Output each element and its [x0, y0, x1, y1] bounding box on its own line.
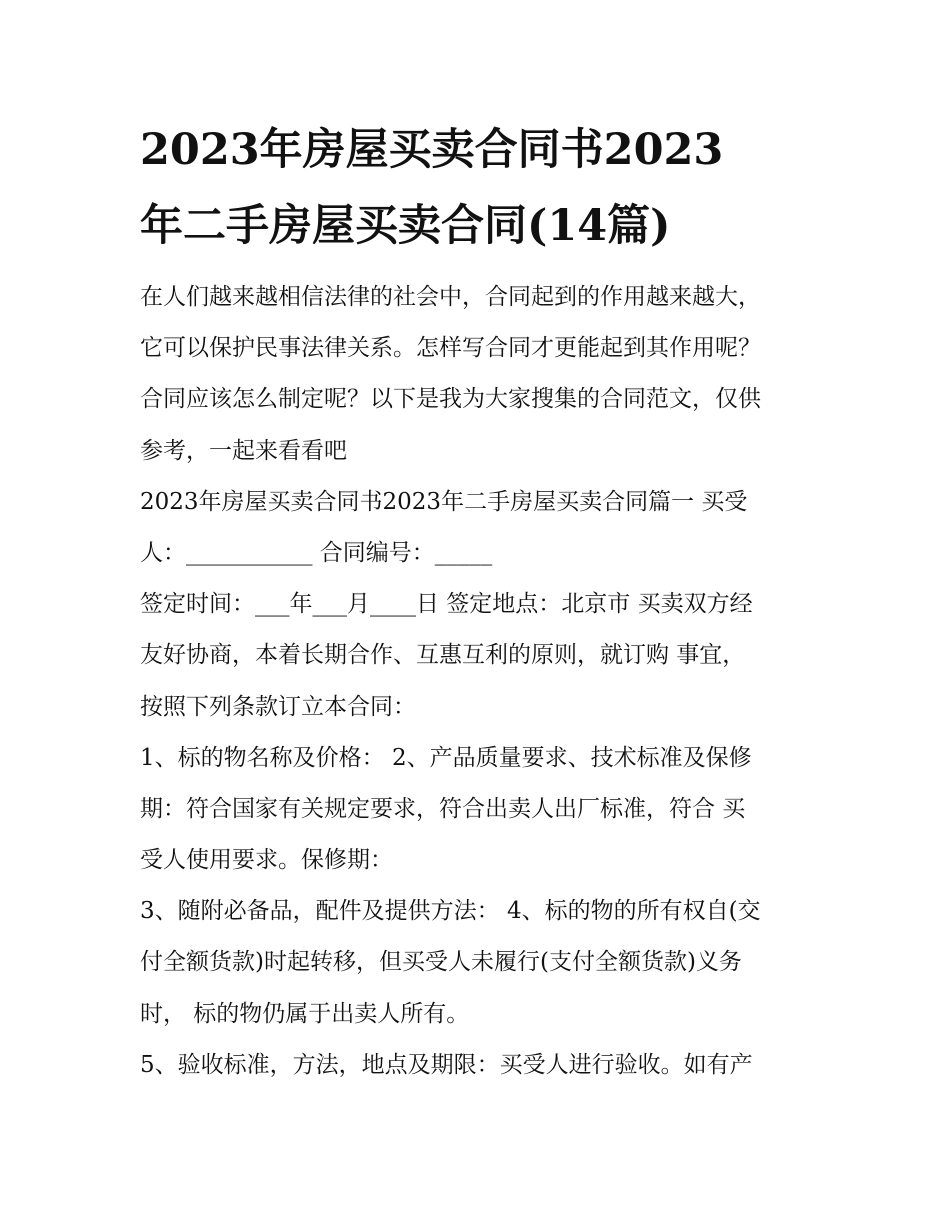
body-line: 期：符合国家有关规定要求，符合出卖人出厂标准，符合 买 [140, 795, 746, 822]
title-line: 年二手房屋买卖合同(14篇) [140, 201, 671, 251]
document-title [140, 112, 840, 264]
body-line: 友好协商，本着长期合作、互惠互利的原则，就订购 事宜， [140, 642, 746, 669]
body-line: 付全额货款)时起转移，但买受人未履行(支付全额货款)义务 [140, 949, 742, 976]
body-line: 它可以保护民事法律关系。怎样写合同才更能起到其作用呢？ [140, 335, 761, 362]
title-line: 2023年房屋买卖合同书2023 [140, 125, 724, 175]
body-line: 5、验收标准，方法，地点及期限：买受人进行验收。如有产 [140, 1051, 753, 1078]
body-line: 在人们越来越相信法律的社会中，合同起到的作用越来越大， [140, 284, 761, 310]
body-line: 3、随附必备品，配件及提供方法： 4、标的物的所有权自(交 [140, 898, 761, 925]
body-line: 签定时间：___年___月____日 签定地点：北京市 买卖双方经 [140, 591, 753, 618]
document-body [140, 272, 830, 1091]
body-line: 参考，一起来看看吧 [140, 437, 347, 464]
body-line: 2023年房屋买卖合同书2023年二手房屋买卖合同篇一 买受 [140, 488, 748, 515]
body-line: 受人使用要求。保修期： [140, 847, 393, 874]
body-line: 1、标的物名称及价格： 2、产品质量要求、技术标准及保修 [140, 744, 752, 771]
body-line: 人：___________ 合同编号：_____ [140, 539, 493, 566]
body-line: 按照下列条款订立本合同： [140, 693, 416, 720]
body-line: 时， 标的物仍属于出卖人所有。 [140, 1000, 470, 1027]
body-line: 合同应该怎么制定呢？以下是我为大家搜集的合同范文，仅供 [140, 386, 761, 413]
